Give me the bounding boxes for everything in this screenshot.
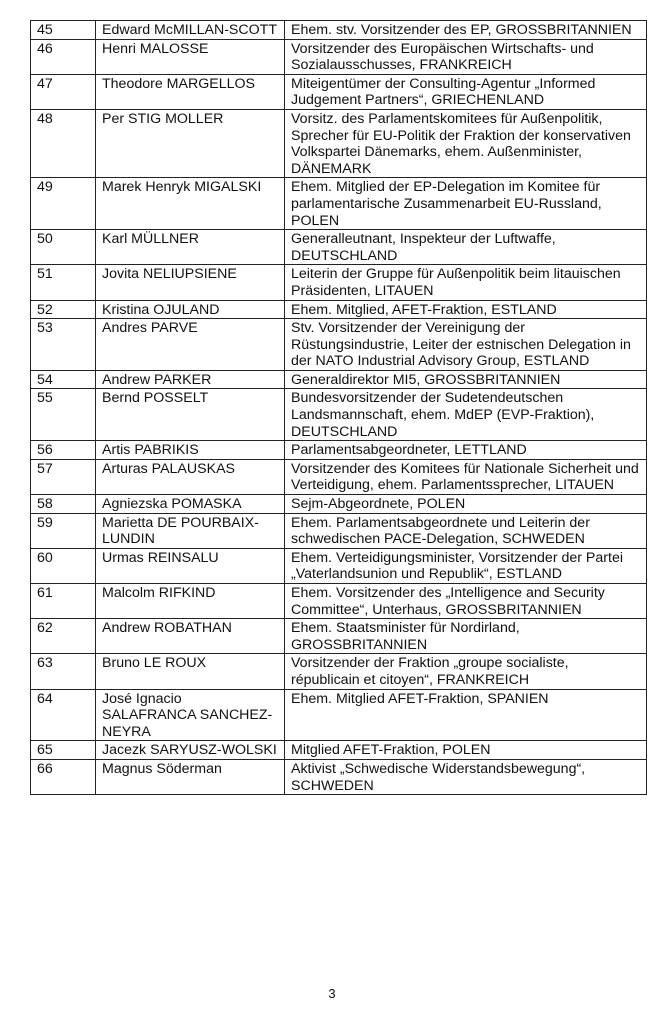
person-description: Vorsitzender des Komitees für Nationale Sicherheit und Verteidigung, ehem. Parlamentssprecher, LITAUEN <box>285 459 647 494</box>
person-name: Bernd POSSELT <box>96 389 285 441</box>
person-description: Ehem. Staatsminister für Nordirland, GROSSBRITANNIEN <box>285 619 647 654</box>
person-description: Bundesvorsitzender der Sudetendeutschen Landsmannschaft, ehem. MdEP (EVP-Fraktion), DEUTSCHLAND <box>285 389 647 441</box>
person-name: Agniezska POMASKA <box>96 495 285 514</box>
table-row <box>31 39 647 74</box>
person-description: Ehem. stv. Vorsitzender des EP, GROSSBRITANNIEN <box>285 21 647 40</box>
row-number: 54 <box>31 370 96 389</box>
person-description: Ehem. Mitglied der EP-Delegation im Komitee für parlamentarische Zusammenarbeit EU-Russland, POLEN <box>285 178 647 230</box>
row-number: 63 <box>31 654 96 689</box>
row-number: 46 <box>31 39 96 74</box>
row-number: 53 <box>31 319 96 371</box>
person-name: Theodore MARGELLOS <box>96 74 285 109</box>
person-description: Ehem. Mitglied, AFET-Fraktion, ESTLAND <box>285 300 647 319</box>
row-number: 55 <box>31 389 96 441</box>
person-name: Magnus Söderman <box>96 759 285 794</box>
person-description: Vorsitz. des Parlamentskomitees für Außenpolitik, Sprecher für EU-Politik der Fraktion der konservativen Volkspartei Dänemarks, ehem. Außenminister, DÄNEMARK <box>285 109 647 177</box>
person-description: Leiterin der Gruppe für Außenpolitik beim litauischen Präsidenten, LITAUEN <box>285 265 647 300</box>
person-name: Bruno LE ROUX <box>96 654 285 689</box>
person-name: Henri MALOSSE <box>96 39 285 74</box>
row-number: 47 <box>31 74 96 109</box>
row-number: 48 <box>31 109 96 177</box>
row-number: 56 <box>31 441 96 460</box>
table-row <box>31 441 647 460</box>
table-row <box>31 459 647 494</box>
table-row <box>31 370 647 389</box>
table-row <box>31 759 647 794</box>
row-number: 61 <box>31 584 96 619</box>
person-description: Vorsitzender der Fraktion „groupe socialiste, républicain et citoyen“, FRANKREICH <box>285 654 647 689</box>
table-row <box>31 389 647 441</box>
row-number: 59 <box>31 513 96 548</box>
person-description: Generaldirektor MI5, GROSSBRITANNIEN <box>285 370 647 389</box>
person-name: Per STIG MOLLER <box>96 109 285 177</box>
person-name: Jovita NELIUPSIENE <box>96 265 285 300</box>
table-row <box>31 319 647 371</box>
members-table <box>30 20 647 795</box>
person-name: Andres PARVE <box>96 319 285 371</box>
person-name: Arturas PALAUSKAS <box>96 459 285 494</box>
row-number: 65 <box>31 741 96 760</box>
row-number: 57 <box>31 459 96 494</box>
row-number: 66 <box>31 759 96 794</box>
person-description: Generalleutnant, Inspekteur der Luftwaffe, DEUTSCHLAND <box>285 230 647 265</box>
table-row <box>31 654 647 689</box>
row-number: 64 <box>31 689 96 741</box>
table-row <box>31 21 647 40</box>
person-name: Urmas REINSALU <box>96 548 285 583</box>
table-row <box>31 109 647 177</box>
table-row <box>31 265 647 300</box>
person-name: Kristina OJULAND <box>96 300 285 319</box>
row-number: 51 <box>31 265 96 300</box>
table-row <box>31 584 647 619</box>
table-row <box>31 74 647 109</box>
person-name: Andrew ROBATHAN <box>96 619 285 654</box>
person-description: Ehem. Mitglied AFET-Fraktion, SPANIEN <box>285 689 647 741</box>
person-name: Marek Henryk MIGALSKI <box>96 178 285 230</box>
person-description: Mitglied AFET-Fraktion, POLEN <box>285 741 647 760</box>
person-description: Vorsitzender des Europäischen Wirtschafts- und Sozialausschusses, FRANKREICH <box>285 39 647 74</box>
person-description: Miteigentümer der Consulting-Agentur „Informed Judgement Partners“, GRIECHENLAND <box>285 74 647 109</box>
row-number: 58 <box>31 495 96 514</box>
person-name: Andrew PARKER <box>96 370 285 389</box>
table-row <box>31 513 647 548</box>
row-number: 49 <box>31 178 96 230</box>
row-number: 50 <box>31 230 96 265</box>
person-description: Stv. Vorsitzender der Vereinigung der Rüstungsindustrie, Leiter der estnischen Delegation in der NATO Industrial Advisory Group, ESTLAND <box>285 319 647 371</box>
person-name: Artis PABRIKIS <box>96 441 285 460</box>
table-row <box>31 548 647 583</box>
person-description: Aktivist „Schwedische Widerstandsbewegung“, SCHWEDEN <box>285 759 647 794</box>
person-description: Ehem. Parlamentsabgeordnete und Leiterin der schwedischen PACE-Delegation, SCHWEDEN <box>285 513 647 548</box>
person-description: Ehem. Verteidigungsminister, Vorsitzender der Partei „Vaterlandsunion und Republik“, ESTLAND <box>285 548 647 583</box>
table-row <box>31 741 647 760</box>
table-row <box>31 495 647 514</box>
person-description: Parlamentsabgeordneter, LETTLAND <box>285 441 647 460</box>
row-number: 52 <box>31 300 96 319</box>
row-number: 62 <box>31 619 96 654</box>
table-row <box>31 230 647 265</box>
table-row <box>31 619 647 654</box>
person-name: Edward McMILLAN-SCOTT <box>96 21 285 40</box>
person-description: Ehem. Vorsitzender des „Intelligence and Security Committee“, Unterhaus, GROSSBRITANNIEN <box>285 584 647 619</box>
row-number: 45 <box>31 21 96 40</box>
table-row <box>31 178 647 230</box>
person-name: Marietta DE POURBAIX-LUNDIN <box>96 513 285 548</box>
table-row <box>31 300 647 319</box>
table-row <box>31 689 647 741</box>
person-name: Karl MÜLLNER <box>96 230 285 265</box>
row-number: 60 <box>31 548 96 583</box>
person-name: Jacezk SARYUSZ-WOLSKI <box>96 741 285 760</box>
person-description: Sejm-Abgeordnete, POLEN <box>285 495 647 514</box>
person-name: José Ignacio SALAFRANCA SANCHEZ-NEYRA <box>96 689 285 741</box>
person-name: Malcolm RIFKIND <box>96 584 285 619</box>
page-number: 3 <box>328 986 336 1001</box>
